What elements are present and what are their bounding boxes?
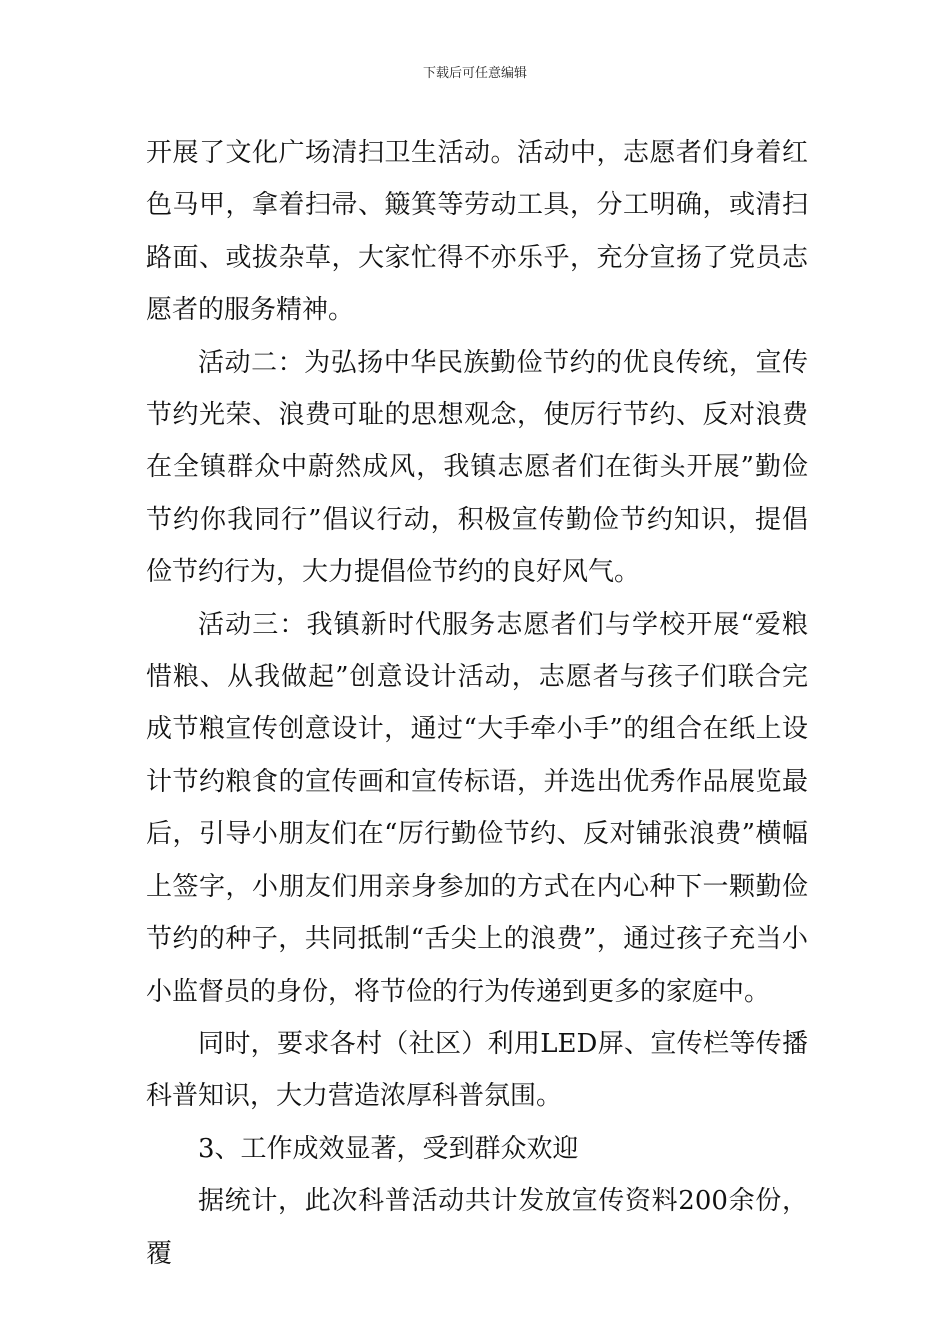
section-heading-results: 3、工作成效显著，受到群众欢迎: [198, 1133, 579, 1164]
document-body: [146, 127, 808, 1280]
page-header: 下载后可任意编辑: [422, 66, 527, 81]
paragraph-led-screens: 同时，要求各村（社区）利用LED屏、宣传栏等传播科普知识，大力营造浓厚科普氛围。: [146, 1028, 808, 1112]
paragraph-statistics: 据统计，此次科普活动共计发放宣传资料200余份，覆: [146, 1186, 808, 1269]
paragraph-activity-three: 活动三：我镇新时代服务志愿者们与学校开展“爱粮惜粮、从我做起”创意设计活动，志愿者与孩子们联合完成节粮宣传创意设计，通过“大手牵小手”的组合在纸上设计节约粮食的宣传画和宣传标语，并选出优秀作品展览最后，引导小朋友们在“厉行勤俭节约、反对铺张浪费”横幅上签字，小朋友们用亲身参加的方式在内心种下一颗勤俭节约的种子，共同抵制“舌尖上的浪费”，通过孩子充当小小监督员的身份，将节俭的行为传递到更多的家庭中。: [146, 609, 808, 1007]
paragraph-activity-two: 活动二：为弘扬中华民族勤俭节约的优良传统，宣传节约光荣、浪费可耻的思想观念，使厉行节约、反对浪费在全镇群众中蔚然成风，我镇志愿者们在街头开展”勤俭节约你我同行”倡议行动，积极宣传勤俭节约知识，提倡俭节约行为，大力提倡俭节约的良好风气。: [146, 347, 808, 588]
paragraph-1: 开展了文化广场清扫卫生活动。活动中，志愿者们身着红色马甲，拿着扫帚、簸箕等劳动工具，分工明确，或清扫路面、或拔杂草，大家忙得不亦乐乎，充分宣扬了党员志愿者的服务精神。: [146, 138, 808, 326]
